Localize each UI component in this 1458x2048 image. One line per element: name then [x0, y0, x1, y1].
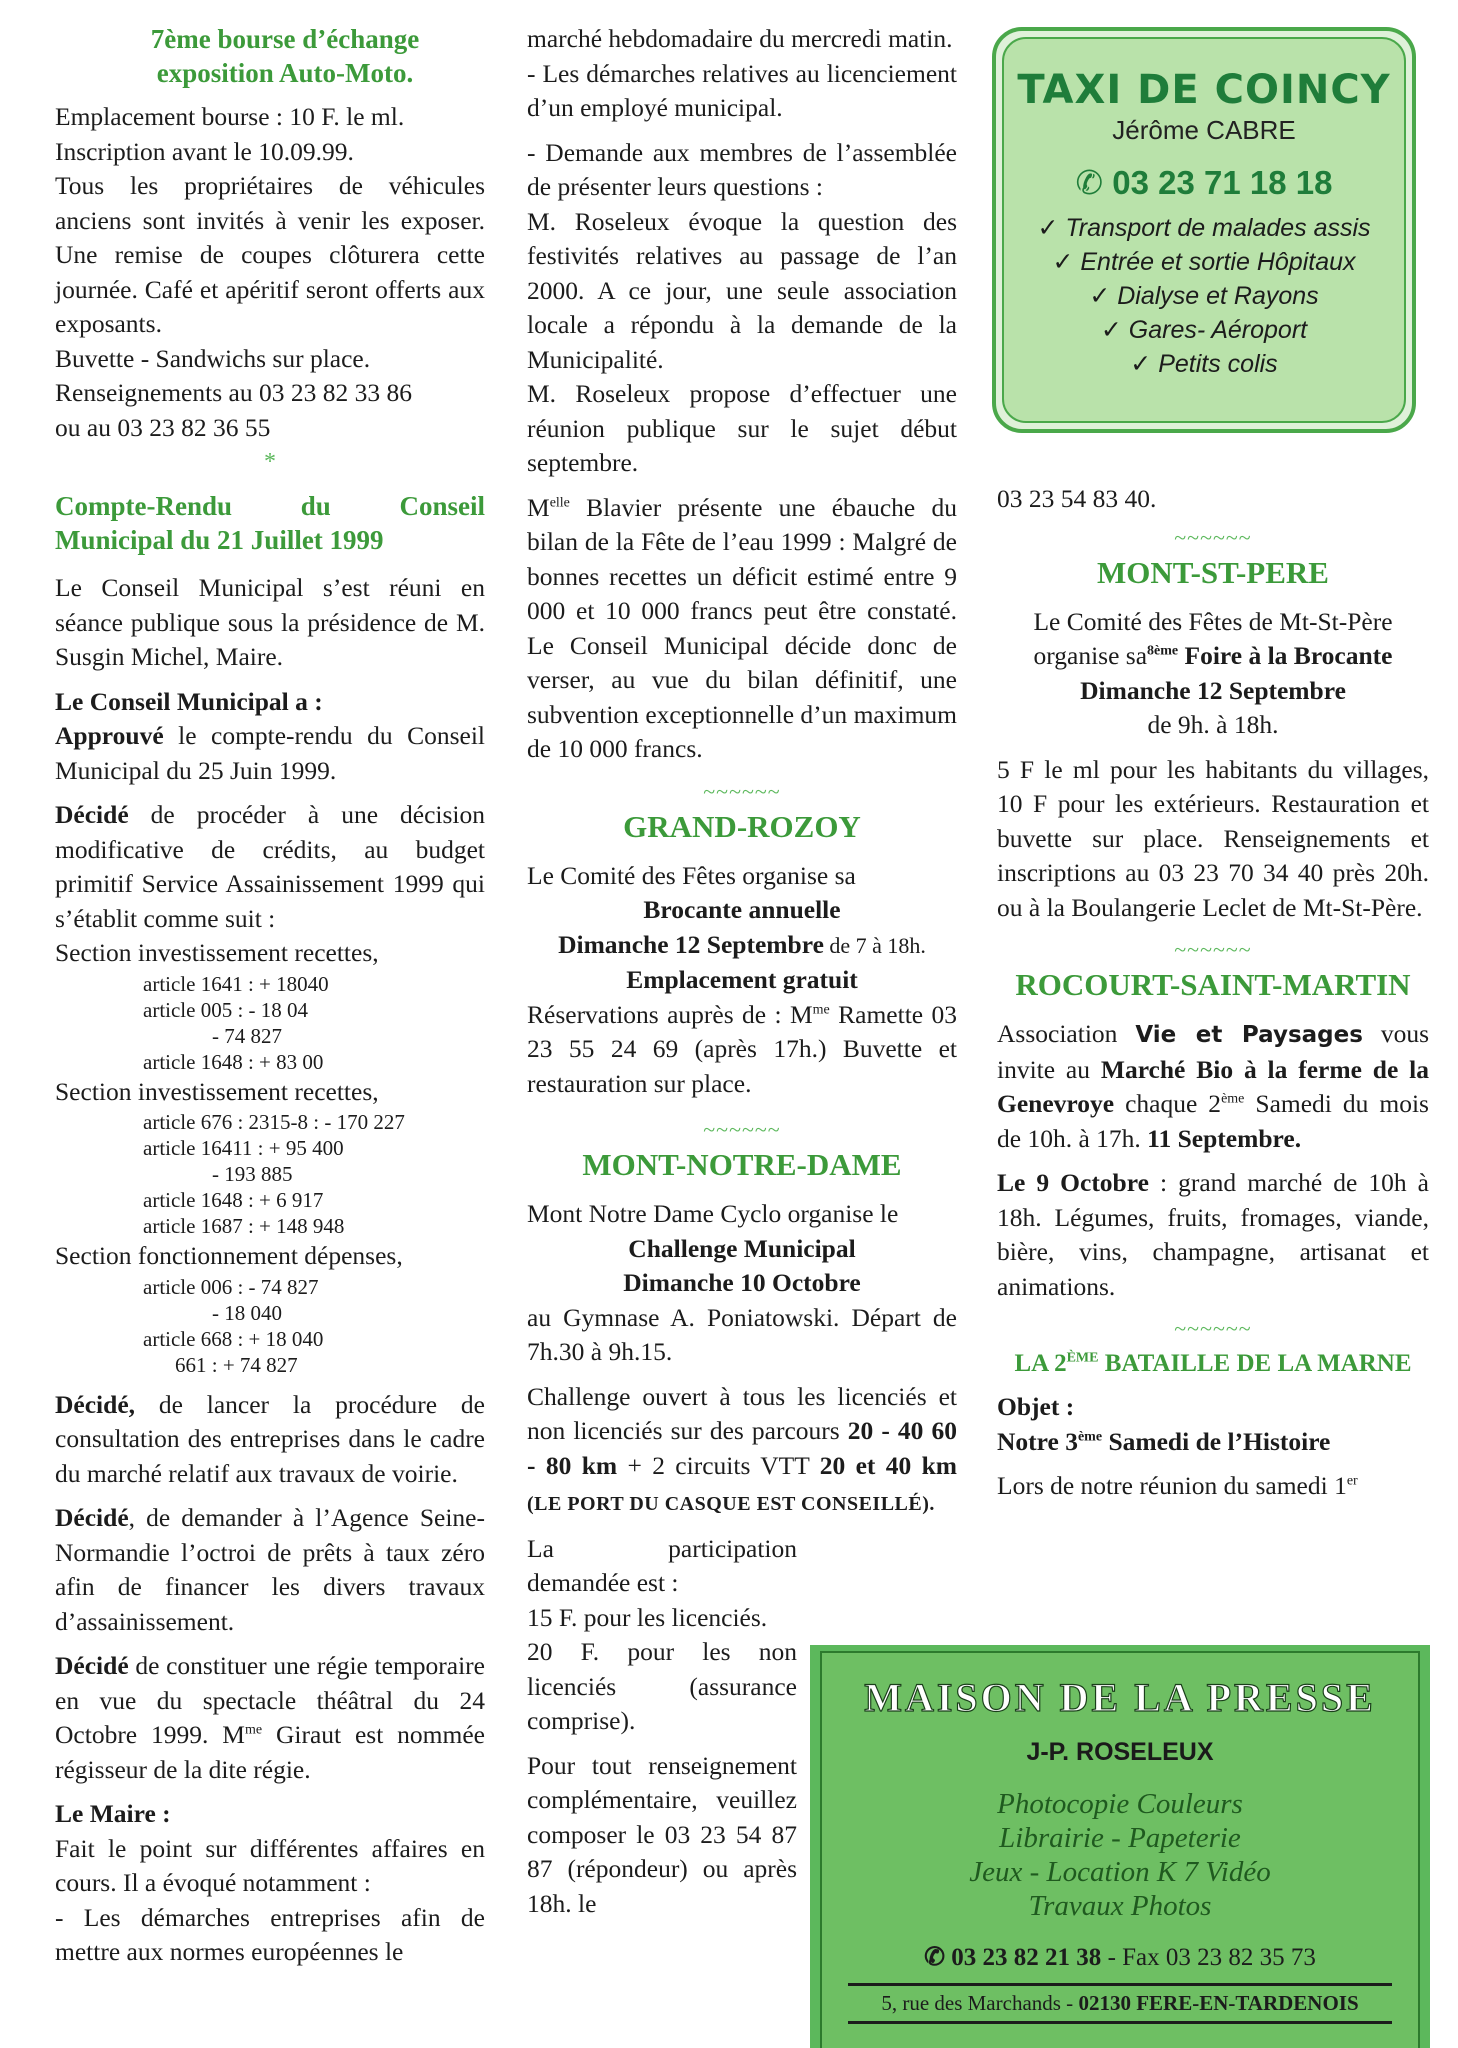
bourse-line: Buvette - Sandwichs sur place.	[55, 343, 371, 373]
msp-foire: Foire à la Brocante	[1178, 641, 1393, 670]
msp-line	[997, 639, 1429, 674]
section1-heading: Section investissement recettes,	[55, 938, 379, 967]
gr-line	[527, 893, 957, 928]
presse-services	[822, 1787, 1418, 1923]
taxi-phone: ✆ 03 23 71 18 18	[1075, 164, 1333, 201]
blavier-para	[527, 491, 957, 767]
mont-st-pere-title: MONT-ST-PERE	[1097, 554, 1329, 590]
mnd-challenge: Challenge Municipal	[628, 1233, 856, 1263]
column-right	[997, 482, 1429, 1504]
mnd-contact: Pour tout renseignement complémentaire, veuillez composer le 03 23 54 87 87 (répondeur) ou après 18h. le	[527, 1750, 797, 1918]
gr-brocante: Brocante annuelle	[643, 895, 841, 924]
msp-line: de 9h. à 18h.	[1147, 710, 1279, 739]
decide3-label: Décidé	[55, 1503, 129, 1532]
mont-notre-dame-title: MONT-NOTRE-DAME	[582, 1147, 902, 1182]
rsm-para2	[997, 1166, 1429, 1304]
approuve-text: le compte-rendu du Conseil Municipal du 25 Juin 1999.	[55, 721, 485, 785]
rsm-association: Vie et Paysages	[1135, 1022, 1363, 1048]
separator: ~~~~~~	[703, 1117, 781, 1142]
bataille-title	[997, 1344, 1429, 1384]
blavier-m: M	[527, 492, 550, 522]
middle-para: M. Roseleux évoque la question des festivités relatives au passage de l’an 2000. A ce jour, une seule association locale a répondu à la demande de la Municipalité.	[527, 206, 957, 374]
decide4-label: Décidé	[55, 1651, 129, 1680]
mnd-parcours	[527, 1380, 957, 1522]
middle-para: M. Roseleux propose d’effectuer une réunion publique sur le sujet début septembre.	[527, 379, 957, 477]
column-middle	[527, 22, 957, 1921]
rsm-sup: ème	[1221, 1091, 1245, 1107]
presse-title: MAISON DE LA PRESSE	[864, 1675, 1376, 1720]
mnd-line	[527, 1232, 957, 1267]
mnd-date: Dimanche 10 Octobre	[623, 1268, 861, 1297]
blavier-sup: elle	[549, 495, 570, 510]
section3-heading: Section fonctionnement dépenses,	[55, 1241, 403, 1270]
mnd-p2e: (LE PORT DU CASQUE EST CONSEILLÉ).	[527, 1493, 935, 1515]
article-line: article 1648 : + 6 917	[143, 1188, 324, 1212]
mnd-p2a: Challenge ouvert à tous les licenciés et non licenciés sur des parcours	[527, 1381, 957, 1445]
rsm-oct-text: : grand marché de 10h à 18h. Légumes, fruits, fromages, viande, bière, vins, champagne, artisanat et animations.	[997, 1168, 1429, 1301]
bataille-objet	[997, 1390, 1429, 1425]
rsm-oct: Le 9 Octobre	[997, 1168, 1149, 1197]
gr-hours: de 7 à 18h.	[823, 932, 926, 958]
article-line: article 1641 : + 18040	[143, 971, 329, 996]
article-line: 661 : + 74 827	[175, 1352, 298, 1377]
separator: ~~~~~~	[1174, 524, 1252, 550]
cr-title-line1: Compte-Rendu du Conseil	[55, 491, 485, 521]
bataille-para-text: Lors de notre réunion du samedi 1	[997, 1471, 1347, 1500]
taxi-advert	[992, 27, 1416, 433]
bataille-sub-b: Samedi de l’Histoire	[1102, 1426, 1331, 1456]
rsm-marche: Marché Bio à la ferme de la Genevroye	[997, 1054, 1429, 1118]
decide2-text: de lancer la procédure de consultation des entreprises dans le cadre du marché relatif aux travaux de voirie.	[55, 1389, 485, 1488]
bataille-sub	[997, 1425, 1429, 1460]
decide2-label: Décidé,	[55, 1389, 136, 1419]
middle-para: marché hebdomadaire du mercredi matin.	[527, 24, 953, 53]
msp-organise: organise sa	[1033, 641, 1148, 670]
decide3-text: , de demander à l’Agence Seine-Normandie l’octroi de prêts à taux zéro afin de financer les divers travaux d’assainissement.	[55, 1503, 485, 1636]
separator: ~~~~~~	[1174, 1316, 1252, 1341]
bataille-b: BATAILLE DE LA MARNE	[1098, 1350, 1412, 1377]
decide2-paragraph	[55, 1388, 485, 1492]
presse-city: 02130 FERE-EN-TARDENOIS	[1078, 1991, 1359, 2015]
bourse-title-line2: exposition Auto-Moto.	[156, 58, 414, 88]
gr-res-text: Réservations auprès de : M	[527, 999, 813, 1029]
rocourt-title: ROCOURT-SAINT-MARTIN	[1015, 967, 1411, 1002]
maire-heading	[55, 1797, 485, 1832]
decide4-text: de constituer une régie temporaire en vue du spectacle théâtral du 24 Octobre 1999. M	[55, 1651, 485, 1749]
article-line: article 1648 : + 83 00	[143, 1049, 324, 1074]
mnd-price: 20 F. pour les non licenciés (assurance comprise).	[527, 1637, 797, 1735]
decide1-label: Décidé	[55, 800, 129, 829]
separator-star: *	[264, 449, 276, 475]
article-line: - 193 885	[212, 1162, 293, 1186]
article-line: article 16411 : + 95 400	[143, 1136, 344, 1160]
presse-street: 5, rue des Marchands -	[881, 1991, 1079, 2015]
cm-heading	[55, 685, 485, 720]
right-cont-phone: 03 23 54 83 40.	[997, 484, 1157, 513]
rsm-a: Association	[997, 1019, 1136, 1048]
taxi-title: TAXI DE COINCY	[1017, 67, 1391, 113]
column-left	[55, 22, 485, 1970]
gr-line	[527, 928, 957, 964]
maire-text: Fait le point sur différentes affaires en cours. Il a évoqué notamment :	[55, 1833, 485, 1897]
bataille-para	[997, 1469, 1429, 1504]
decide4-text-end: Giraut est nommée régisseur de la dite régie.	[55, 1720, 485, 1784]
maire-item: - Les démarches entreprises afin de mettre aux normes européennes le	[55, 1902, 485, 1966]
mnd-price: 15 F. pour les licenciés.	[527, 1602, 768, 1632]
presse-service: Librairie - Papeterie	[999, 1822, 1241, 1854]
bataille-para-sup: er	[1346, 1473, 1358, 1489]
mnd-p2d: 20 et 40 km	[819, 1450, 958, 1480]
presse-divider	[848, 2021, 1392, 2024]
taxi-service: ✓ Dialyse et Rayons	[1089, 282, 1319, 310]
presse-fax: - Fax 03 23 82 35 73	[1101, 1944, 1316, 1971]
article-line: - 74 827	[212, 1023, 282, 1048]
gr-emplacement: Emplacement gratuit	[626, 965, 858, 994]
bourse-line: Renseignements au 03 23 82 33 86	[55, 378, 412, 407]
separator: ~~~~~~	[1174, 937, 1252, 962]
mnd-p2b: 20 - 40 60 - 80 km	[527, 1416, 957, 1480]
bataille-sub-a: Notre 3	[997, 1426, 1078, 1456]
middle-para: - Les démarches relatives au licenciement d’un employé municipal.	[527, 58, 957, 122]
presse-service: Travaux Photos	[1028, 1890, 1212, 1922]
decide1-paragraph	[55, 798, 485, 936]
msp-sup: 8ème	[1147, 643, 1179, 659]
rsm-para	[997, 1017, 1429, 1156]
gr-date: Dimanche 12 Septembre	[558, 929, 824, 959]
article-line: article 006 : - 74 827	[143, 1274, 319, 1299]
bourse-line: Emplacement bourse : 10 F. le ml.	[55, 102, 405, 131]
gr-line	[527, 963, 957, 998]
rsm-date: 11 Septembre.	[1147, 1123, 1302, 1153]
mnd-line: au Gymnase A. Poniatowski. Départ de 7h.30 à 9h.15.	[527, 1302, 957, 1366]
msp-line: Le Comité des Fêtes de Mt-St-Père	[1033, 606, 1393, 636]
section2-heading: Section investissement recettes,	[55, 1076, 379, 1106]
taxi-service: ✓ Transport de malades assis	[1037, 214, 1371, 242]
cr-title-line2: Municipal du 21 Juillet 1999	[55, 525, 384, 555]
taxi-service: ✓ Entrée et sortie Hôpitaux	[1052, 248, 1356, 276]
presse-service: Photocopie Couleurs	[997, 1788, 1243, 1820]
mnd-p2c: + 2 circuits VTT	[617, 1450, 820, 1480]
bourse-title	[55, 22, 485, 90]
bataille-objet-text: Objet :	[997, 1392, 1075, 1421]
rsm-f: Samedi du mois de 10h. à 17h.	[997, 1089, 1429, 1153]
bataille-a: LA 2	[1014, 1350, 1067, 1377]
bataille-sub-sup: ème	[1077, 1429, 1103, 1444]
mnd-participation: La participation demandée est :	[527, 1533, 797, 1597]
mnd-line: Mont Notre Dame Cyclo organise le	[527, 1199, 899, 1228]
gr-reservations	[527, 998, 957, 1102]
article-line: article 1687 : + 148 948	[143, 1214, 345, 1238]
taxi-advert-panel	[1002, 37, 1406, 423]
bourse-line: Tous les propriétaires de véhicules anciens sont invités à venir les exposer. Une remise de coupes clôturera cette journée. Café et apéritif seront offerts aux exposants.	[55, 171, 485, 338]
article-line: article 668 : + 18 040	[143, 1326, 324, 1351]
separator: ~~~~~~	[703, 778, 781, 804]
middle-para: - Demande aux membres de l’assemblée de présenter leurs questions :	[527, 137, 957, 201]
article-line: article 676 : 2315-8 : - 170 227	[143, 1110, 405, 1134]
presse-address	[848, 1983, 1392, 2020]
decide3-paragraph	[55, 1501, 485, 1639]
taxi-owner: Jérôme CABRE	[1112, 115, 1296, 145]
presse-advert	[810, 1645, 1430, 2048]
article-line: article 005 : - 18 04	[143, 997, 309, 1022]
approuve-paragraph	[55, 719, 485, 788]
gr-res-sup: me	[812, 1002, 830, 1017]
mnd-line	[527, 1266, 957, 1301]
blavier-text: Blavier présente une ébauche du bilan de la Fête de l’eau 1999 : Malgré de bonnes recettes un déficit estimé entre 9 000 et 10 000 francs peut être constaté. Le Conseil Municipal décide donc de verser, au vue du bilan définitif, une subvention exceptionnelle d’un maximum de 10 000 francs.	[527, 492, 957, 763]
taxi-service: ✓ Petits colis	[1130, 350, 1278, 378]
rsm-e: chaque 2	[1114, 1089, 1222, 1118]
presse-phone: ✆ 03 23 82 21 38	[924, 1944, 1102, 1971]
presse-advert-panel	[820, 1651, 1420, 2048]
msp-details: 5 F le ml pour les habitants du villages, 10 F pour les extérieurs. Restauration et buvette sur place. Renseignements et inscriptions au 03 23 70 34 40 près 20h. ou à la Boulangerie Leclet de Mt-St-Père.	[997, 754, 1429, 922]
bourse-line: Inscription avant le 10.09.99.	[55, 136, 354, 166]
presse-contact	[822, 1943, 1418, 1973]
cm-heading-text: Le Conseil Municipal a :	[55, 686, 323, 716]
bataille-sup: ÈME	[1066, 1350, 1099, 1366]
msp-date: Dimanche 12 Septembre	[1080, 675, 1346, 705]
article-line: - 18 040	[212, 1300, 282, 1325]
bourse-title-line1: 7ème bourse d’échange	[150, 24, 420, 54]
grand-rozoy-title: GRAND-ROZOY	[623, 808, 861, 844]
decide4-sup: me	[244, 1722, 263, 1738]
gr-res-end: Ramette 03 23 55 24 69 (après 17h.) Buvette et restauration sur place.	[527, 999, 957, 1098]
approuve-label: Approuvé	[55, 721, 164, 750]
maire-heading-text: Le Maire :	[55, 1799, 171, 1828]
cr-intro: Le Conseil Municipal s’est réuni en séance publique sous la présidence de M. Susgin Michel, Maire.	[55, 573, 485, 671]
decide1-text: de procéder à une décision modificative de crédits, au budget primitif Service Assainissement 1999 qui s’établit comme suit :	[55, 800, 485, 933]
rsm-c: vous invite au	[997, 1019, 1429, 1084]
msp-line	[997, 674, 1429, 709]
presse-owner: J-P. ROSELEUX	[1026, 1738, 1214, 1766]
presse-service: Jeux - Location K 7 Vidéo	[969, 1856, 1271, 1888]
bourse-line: ou au 03 23 82 36 55	[55, 412, 271, 442]
gr-line: Le Comité des Fêtes organise sa	[527, 860, 856, 890]
taxi-service: ✓ Gares- Aéroport	[1100, 316, 1308, 344]
decide4-paragraph	[55, 1649, 485, 1787]
